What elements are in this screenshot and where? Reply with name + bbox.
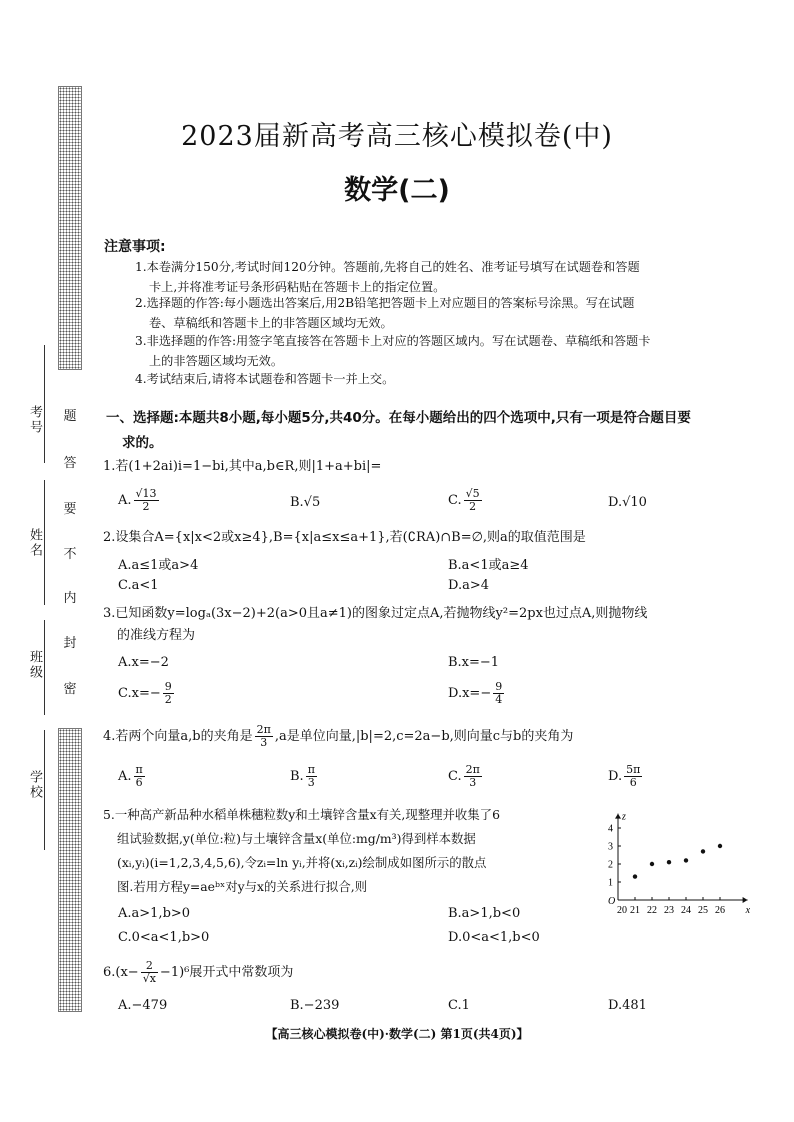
exam-number-label: 考号 [27, 405, 42, 435]
q5-option-d: D.0<a<1,b<0 [448, 930, 540, 945]
x-tick-label: 23 [664, 905, 674, 916]
seal-char: 封 [63, 636, 77, 651]
q2-option-d: D.a>4 [448, 578, 490, 593]
y-axis-arrow [615, 814, 621, 819]
x-tick-label: 22 [647, 905, 657, 916]
q6-option-b: B.−239 [290, 998, 340, 1013]
exam-title: 2023届新高考高三核心模拟卷(中) [181, 121, 613, 152]
q4-option-c: C. $\frac{2\pi}{3}$ [448, 763, 480, 789]
q3-option-b: B.x=−1 [448, 655, 500, 670]
y-tick-label: 2 [608, 859, 613, 871]
binding-line-3 [44, 620, 45, 715]
page-footer: 【高三核心模拟卷(中)·数学(二) 第1页(共4页)】 [265, 1027, 529, 1041]
note-line: 卡上,并将准考证号条形码粘贴在答题卡上的指定位置。 [149, 280, 446, 294]
scatter-point [718, 844, 722, 848]
scatter-point [667, 860, 671, 864]
section-heading [106, 406, 756, 456]
scatter-point [684, 858, 688, 862]
question-3-stem: 3.已知函数y=logₐ(3x−2)+2(a>0且a≠1)的图象过定点A,若抛物线y²=2px也过点A,则抛物线 的准线方程为 [103, 606, 648, 643]
q1-option-c: C. $\frac{√5}{2}$ [448, 487, 480, 513]
q6-option-c: C.1 [448, 998, 470, 1013]
note-line: 3.非选择题的作答:用签字笔直接答在答题卡上对应的答题区域内。写在试题卷、草稿纸和答题卡 [135, 334, 651, 348]
x-axis-label: x [745, 905, 751, 916]
binding-line-2 [44, 480, 45, 605]
q5-option-b: B.a>1,b<0 [448, 906, 521, 921]
school-label: 学校 [27, 770, 42, 800]
scatter-point [633, 874, 637, 878]
binding-line-4 [44, 730, 45, 850]
x-tick-label: 25 [698, 905, 708, 916]
name-label: 姓名 [27, 528, 42, 558]
q4-option-b: B. $\frac{\pi}{3}$ [290, 763, 315, 789]
q6-option-d: D.481 [608, 998, 647, 1013]
x-tick-label: 24 [681, 905, 691, 916]
class-label: 班级 [27, 650, 42, 680]
q5-option-a: A.a>1,b>0 [118, 906, 191, 921]
x-tick-label: 21 [630, 905, 640, 916]
note-item-4 [135, 369, 755, 389]
y-tick-label: 1 [608, 877, 613, 889]
note-line: 1.本卷满分150分,考试时间120分钟。答题前,先将自己的姓名、准考证号填写在试题卷和答题 [135, 260, 640, 274]
q2-option-c: C.a<1 [118, 578, 159, 593]
x-tick-label: 20 [617, 905, 627, 916]
y-tick-label: 4 [608, 823, 613, 835]
seal-char: 不 [63, 547, 77, 562]
q6-option-a: A.−479 [118, 998, 168, 1013]
q2-option-a: A.a≤1或a>4 [118, 558, 199, 573]
seal-char: 题 [63, 409, 77, 424]
q1-option-a: A. $\frac{√13}{2}$ [118, 487, 157, 513]
q5-option-c: C.0<a<1,b>0 [118, 930, 210, 945]
dotted-border-bottom [58, 728, 82, 1012]
question-1-stem: 1.若(1+2ai)i=1−bi,其中a,b∈R,则|1+a+bi|= [103, 459, 382, 474]
q3-option-c: C.x=− $\frac{9}{2}$ [118, 680, 172, 706]
note-line: 卷、草稿纸和答题卡上的非答题区域均无效。 [149, 316, 393, 330]
exam-subtitle: 数学(二) [344, 175, 450, 206]
section-line: 一、选择题:本题共8小题,每小题5分,共40分。在每小题给出的四个选项中,只有一项是符合题目要 [106, 410, 691, 426]
q1-option-d: D.√10 [608, 495, 647, 510]
question-2-stem: 2.设集合A={x|x<2或x≥4},B={x|a≤x≤a+1},若(∁RA)∩B=∅,则a的取值范围是 [103, 530, 586, 545]
x-axis-arrow [743, 897, 748, 903]
question-5-stem: 5.一种高产新品种水稻单株穗粒数y和土壤锌含量x有关,现整理并收集了6 组试验数据,y(单位:粒)与土壤锌含量x(单位:mg/m³)得到样本数据 (xᵢ,yᵢ)(i=1,2,3,4,5,6),令zᵢ=ln yᵢ,并将(xᵢ,zᵢ)绘制成如图所示的散点 图.若用方程y=aeᵇˣ对y与x的关系进行拟合,则 [103, 807, 500, 894]
note-item-1 [135, 257, 755, 297]
binding-line-1 [44, 345, 45, 463]
y-tick-label: 3 [608, 841, 613, 853]
note-line: 上的非答题区域均无效。 [149, 354, 284, 368]
origin-label: O [608, 896, 616, 907]
scatter-point [701, 849, 705, 853]
note-line: 4.考试结束后,请将本试题卷和答题卡一并上交。 [135, 372, 395, 386]
q4-option-a: A. $\frac{\pi}{6}$ [118, 763, 143, 789]
q1-option-b: B.√5 [290, 495, 321, 510]
note-item-3 [135, 331, 755, 371]
note-item-2 [135, 293, 755, 333]
q4-option-d: D. $\frac{5\pi}{6}$ [608, 763, 641, 789]
q3-option-d: D.x=− $\frac{9}{4}$ [448, 680, 503, 706]
q3-option-a: A.x=−2 [118, 655, 169, 670]
notes-heading: 注意事项: [104, 239, 166, 255]
section-line: 求的。 [122, 435, 163, 451]
question-4-stem: 4.若两个向量a,b的夹角是 $\frac{2\pi}{3}$ ,a是单位向量,|b|=2,c=2a−b,则向量c与b的夹角为 [103, 723, 574, 749]
question-6-stem: 6.(x− $\frac{2}{√x}$ −1)⁶展开式中常数项为 [103, 959, 294, 985]
x-tick-label: 26 [715, 905, 725, 916]
q2-option-b: B.a<1或a≥4 [448, 558, 529, 573]
seal-char: 要 [63, 502, 77, 517]
seal-char: 答 [63, 456, 77, 471]
scatter-point [650, 862, 654, 866]
seal-char: 内 [63, 591, 77, 606]
y-axis-label: z [622, 811, 626, 823]
scatter-plot [600, 808, 760, 920]
note-line: 2.选择题的作答:每小题选出答案后,用2B铅笔把答题卡上对应题目的答案标号涂黑。写在试题 [135, 296, 635, 310]
seal-char: 密 [63, 682, 77, 697]
